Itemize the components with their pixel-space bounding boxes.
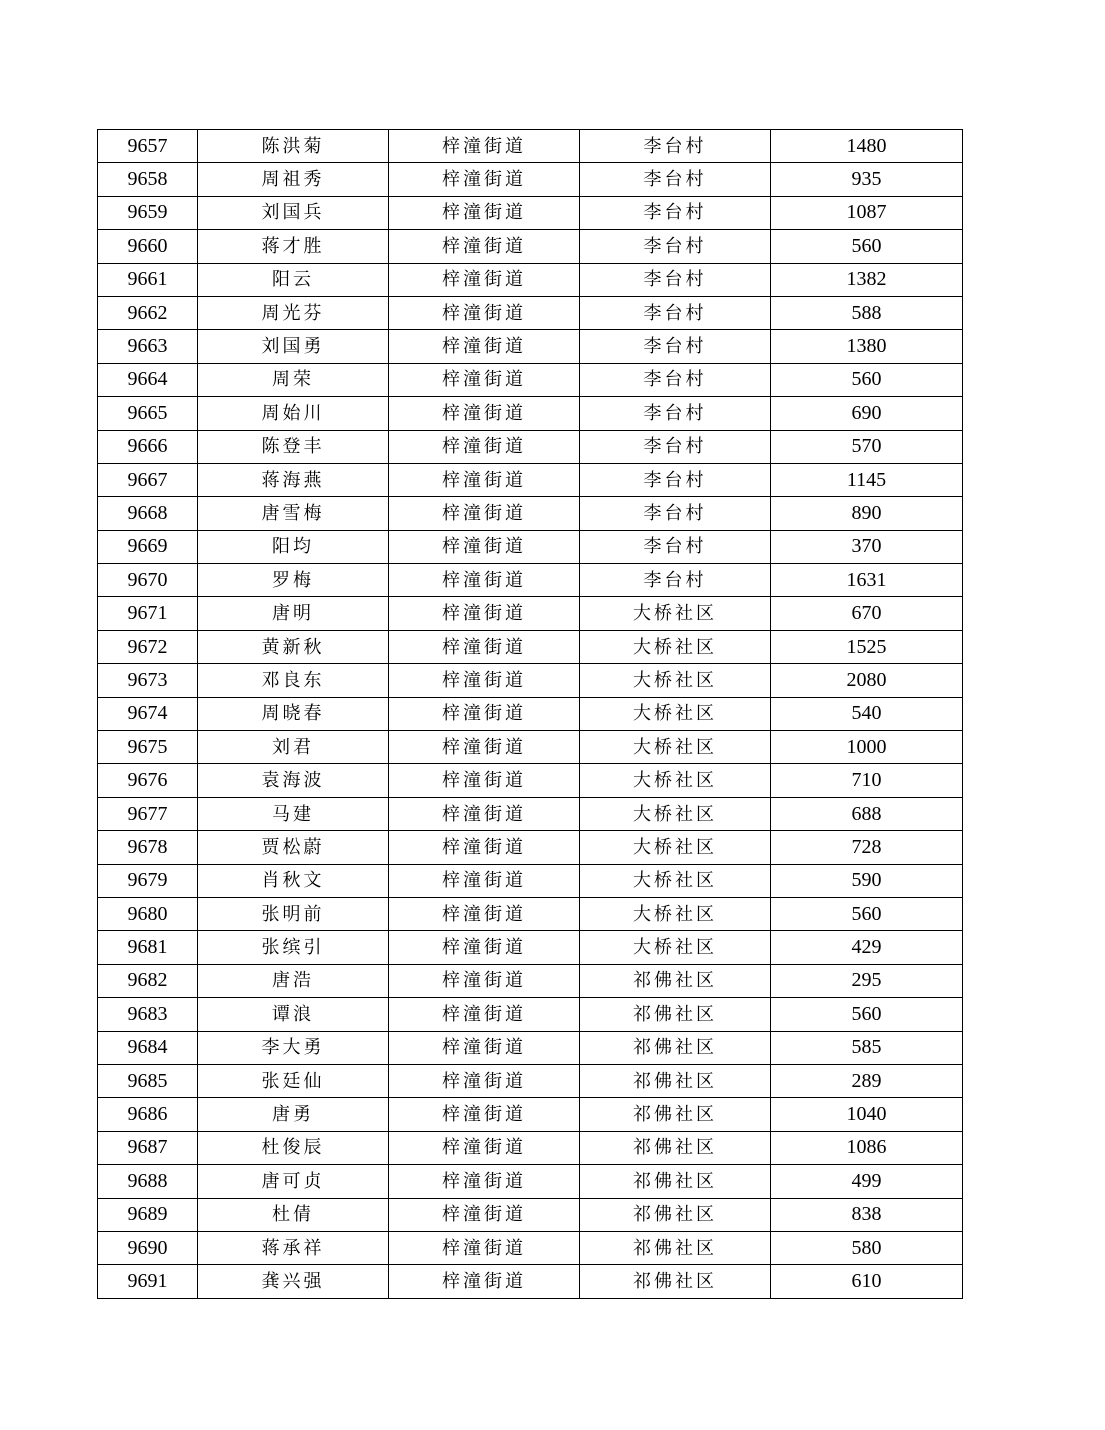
street-cell: 梓潼街道	[389, 530, 580, 563]
street-cell: 梓潼街道	[389, 397, 580, 430]
table-row	[98, 430, 963, 463]
community-cell: 大桥社区	[580, 797, 771, 830]
name-cell: 唐明	[198, 597, 389, 630]
street-cell: 梓潼街道	[389, 1064, 580, 1097]
amount-cell: 1380	[771, 330, 963, 363]
amount-cell: 670	[771, 597, 963, 630]
serial-number-cell: 9659	[98, 196, 198, 229]
serial-number-cell: 9660	[98, 230, 198, 263]
amount-cell: 499	[771, 1165, 963, 1198]
street-cell: 梓潼街道	[389, 1165, 580, 1198]
serial-number-cell: 9681	[98, 931, 198, 964]
table-row	[98, 1165, 963, 1198]
serial-number-cell: 9669	[98, 530, 198, 563]
community-cell: 李台村	[580, 564, 771, 597]
street-cell: 梓潼街道	[389, 1131, 580, 1164]
community-cell: 大桥社区	[580, 931, 771, 964]
table-row	[98, 597, 963, 630]
table-row	[98, 931, 963, 964]
street-cell: 梓潼街道	[389, 363, 580, 396]
amount-cell: 370	[771, 530, 963, 563]
amount-cell: 728	[771, 831, 963, 864]
street-cell: 梓潼街道	[389, 163, 580, 196]
table-row	[98, 130, 963, 163]
street-cell: 梓潼街道	[389, 797, 580, 830]
serial-number-cell: 9678	[98, 831, 198, 864]
community-cell: 大桥社区	[580, 864, 771, 897]
amount-cell: 580	[771, 1231, 963, 1264]
street-cell: 梓潼街道	[389, 630, 580, 663]
amount-cell: 1631	[771, 564, 963, 597]
serial-number-cell: 9679	[98, 864, 198, 897]
amount-cell: 429	[771, 931, 963, 964]
community-cell: 李台村	[580, 263, 771, 296]
street-cell: 梓潼街道	[389, 931, 580, 964]
table-row	[98, 1131, 963, 1164]
street-cell: 梓潼街道	[389, 597, 580, 630]
amount-cell: 1000	[771, 731, 963, 764]
amount-cell: 690	[771, 397, 963, 430]
street-cell: 梓潼街道	[389, 330, 580, 363]
community-cell: 大桥社区	[580, 697, 771, 730]
street-cell: 梓潼街道	[389, 897, 580, 930]
serial-number-cell: 9664	[98, 363, 198, 396]
name-cell: 刘国勇	[198, 330, 389, 363]
street-cell: 梓潼街道	[389, 430, 580, 463]
name-cell: 阳云	[198, 263, 389, 296]
amount-cell: 688	[771, 797, 963, 830]
street-cell: 梓潼街道	[389, 964, 580, 997]
serial-number-cell: 9670	[98, 564, 198, 597]
amount-cell: 838	[771, 1198, 963, 1231]
serial-number-cell: 9691	[98, 1265, 198, 1298]
name-cell: 马建	[198, 797, 389, 830]
name-cell: 唐雪梅	[198, 497, 389, 530]
name-cell: 蒋承祥	[198, 1231, 389, 1264]
serial-number-cell: 9673	[98, 664, 198, 697]
name-cell: 贾松蔚	[198, 831, 389, 864]
community-cell: 祁佛社区	[580, 1265, 771, 1298]
community-cell: 祁佛社区	[580, 1165, 771, 1198]
community-cell: 大桥社区	[580, 664, 771, 697]
table-row	[98, 764, 963, 797]
community-cell: 李台村	[580, 363, 771, 396]
records-table	[97, 129, 963, 1299]
table-row	[98, 630, 963, 663]
name-cell: 杜倩	[198, 1198, 389, 1231]
table-row	[98, 163, 963, 196]
serial-number-cell: 9667	[98, 463, 198, 496]
community-cell: 祁佛社区	[580, 1031, 771, 1064]
street-cell: 梓潼街道	[389, 463, 580, 496]
name-cell: 黄新秋	[198, 630, 389, 663]
community-cell: 大桥社区	[580, 630, 771, 663]
street-cell: 梓潼街道	[389, 1098, 580, 1131]
table-row	[98, 497, 963, 530]
serial-number-cell: 9685	[98, 1064, 198, 1097]
community-cell: 李台村	[580, 130, 771, 163]
table-row	[98, 797, 963, 830]
table-row	[98, 1098, 963, 1131]
community-cell: 李台村	[580, 463, 771, 496]
community-cell: 祁佛社区	[580, 1098, 771, 1131]
serial-number-cell: 9657	[98, 130, 198, 163]
amount-cell: 585	[771, 1031, 963, 1064]
serial-number-cell: 9674	[98, 697, 198, 730]
amount-cell: 1145	[771, 463, 963, 496]
street-cell: 梓潼街道	[389, 764, 580, 797]
table-row	[98, 363, 963, 396]
amount-cell: 560	[771, 998, 963, 1031]
table-row	[98, 397, 963, 430]
street-cell: 梓潼街道	[389, 864, 580, 897]
name-cell: 唐勇	[198, 1098, 389, 1131]
serial-number-cell: 9665	[98, 397, 198, 430]
street-cell: 梓潼街道	[389, 1231, 580, 1264]
serial-number-cell: 9684	[98, 1031, 198, 1064]
community-cell: 祁佛社区	[580, 1198, 771, 1231]
community-cell: 李台村	[580, 196, 771, 229]
table-row	[98, 296, 963, 329]
community-cell: 李台村	[580, 397, 771, 430]
serial-number-cell: 9683	[98, 998, 198, 1031]
community-cell: 李台村	[580, 230, 771, 263]
name-cell: 周光芬	[198, 296, 389, 329]
amount-cell: 1087	[771, 196, 963, 229]
community-cell: 大桥社区	[580, 731, 771, 764]
community-cell: 李台村	[580, 497, 771, 530]
table-row	[98, 1231, 963, 1264]
table-row	[98, 731, 963, 764]
street-cell: 梓潼街道	[389, 230, 580, 263]
table-row	[98, 1064, 963, 1097]
amount-cell: 1086	[771, 1131, 963, 1164]
street-cell: 梓潼街道	[389, 130, 580, 163]
name-cell: 唐可贞	[198, 1165, 389, 1198]
serial-number-cell: 9677	[98, 797, 198, 830]
table-row	[98, 196, 963, 229]
community-cell: 李台村	[580, 430, 771, 463]
name-cell: 杜俊辰	[198, 1131, 389, 1164]
table-row	[98, 897, 963, 930]
community-cell: 李台村	[580, 296, 771, 329]
table-row	[98, 864, 963, 897]
serial-number-cell: 9689	[98, 1198, 198, 1231]
amount-cell: 560	[771, 230, 963, 263]
street-cell: 梓潼街道	[389, 1031, 580, 1064]
serial-number-cell: 9688	[98, 1165, 198, 1198]
serial-number-cell: 9671	[98, 597, 198, 630]
serial-number-cell: 9658	[98, 163, 198, 196]
name-cell: 蒋海燕	[198, 463, 389, 496]
serial-number-cell: 9675	[98, 731, 198, 764]
community-cell: 祁佛社区	[580, 1064, 771, 1097]
name-cell: 张廷仙	[198, 1064, 389, 1097]
name-cell: 张明前	[198, 897, 389, 930]
serial-number-cell: 9661	[98, 263, 198, 296]
amount-cell: 560	[771, 363, 963, 396]
name-cell: 刘国兵	[198, 196, 389, 229]
amount-cell: 588	[771, 296, 963, 329]
street-cell: 梓潼街道	[389, 296, 580, 329]
table-row	[98, 230, 963, 263]
table-row	[98, 1031, 963, 1064]
name-cell: 张缤引	[198, 931, 389, 964]
amount-cell: 560	[771, 897, 963, 930]
amount-cell: 610	[771, 1265, 963, 1298]
table-row	[98, 530, 963, 563]
name-cell: 周始川	[198, 397, 389, 430]
table-row	[98, 1265, 963, 1298]
street-cell: 梓潼街道	[389, 998, 580, 1031]
street-cell: 梓潼街道	[389, 697, 580, 730]
street-cell: 梓潼街道	[389, 564, 580, 597]
serial-number-cell: 9672	[98, 630, 198, 663]
serial-number-cell: 9663	[98, 330, 198, 363]
table-row	[98, 330, 963, 363]
community-cell: 祁佛社区	[580, 1231, 771, 1264]
serial-number-cell: 9686	[98, 1098, 198, 1131]
name-cell: 唐浩	[198, 964, 389, 997]
name-cell: 袁海波	[198, 764, 389, 797]
table-row	[98, 697, 963, 730]
name-cell: 周晓春	[198, 697, 389, 730]
amount-cell: 1382	[771, 263, 963, 296]
serial-number-cell: 9680	[98, 897, 198, 930]
street-cell: 梓潼街道	[389, 263, 580, 296]
serial-number-cell: 9662	[98, 296, 198, 329]
name-cell: 陈洪菊	[198, 130, 389, 163]
amount-cell: 540	[771, 697, 963, 730]
table-row	[98, 831, 963, 864]
community-cell: 祁佛社区	[580, 1131, 771, 1164]
street-cell: 梓潼街道	[389, 1265, 580, 1298]
name-cell: 邓良东	[198, 664, 389, 697]
community-cell: 大桥社区	[580, 897, 771, 930]
community-cell: 李台村	[580, 530, 771, 563]
name-cell: 蒋才胜	[198, 230, 389, 263]
name-cell: 阳均	[198, 530, 389, 563]
community-cell: 大桥社区	[580, 597, 771, 630]
amount-cell: 570	[771, 430, 963, 463]
table-row	[98, 964, 963, 997]
name-cell: 谭浪	[198, 998, 389, 1031]
table-row	[98, 263, 963, 296]
serial-number-cell: 9690	[98, 1231, 198, 1264]
name-cell: 肖秋文	[198, 864, 389, 897]
serial-number-cell: 9687	[98, 1131, 198, 1164]
table-row	[98, 1198, 963, 1231]
amount-cell: 1525	[771, 630, 963, 663]
street-cell: 梓潼街道	[389, 497, 580, 530]
serial-number-cell: 9668	[98, 497, 198, 530]
community-cell: 祁佛社区	[580, 998, 771, 1031]
community-cell: 祁佛社区	[580, 964, 771, 997]
amount-cell: 289	[771, 1064, 963, 1097]
name-cell: 周荣	[198, 363, 389, 396]
street-cell: 梓潼街道	[389, 831, 580, 864]
amount-cell: 890	[771, 497, 963, 530]
amount-cell: 2080	[771, 664, 963, 697]
street-cell: 梓潼街道	[389, 196, 580, 229]
community-cell: 大桥社区	[580, 764, 771, 797]
name-cell: 陈登丰	[198, 430, 389, 463]
amount-cell: 1480	[771, 130, 963, 163]
name-cell: 周祖秀	[198, 163, 389, 196]
serial-number-cell: 9682	[98, 964, 198, 997]
street-cell: 梓潼街道	[389, 664, 580, 697]
street-cell: 梓潼街道	[389, 731, 580, 764]
name-cell: 龚兴强	[198, 1265, 389, 1298]
community-cell: 大桥社区	[580, 831, 771, 864]
name-cell: 刘君	[198, 731, 389, 764]
records-table-body	[98, 130, 963, 1299]
amount-cell: 590	[771, 864, 963, 897]
table-row	[98, 664, 963, 697]
name-cell: 李大勇	[198, 1031, 389, 1064]
community-cell: 李台村	[580, 163, 771, 196]
name-cell: 罗梅	[198, 564, 389, 597]
serial-number-cell: 9666	[98, 430, 198, 463]
amount-cell: 1040	[771, 1098, 963, 1131]
amount-cell: 710	[771, 764, 963, 797]
table-row	[98, 463, 963, 496]
amount-cell: 295	[771, 964, 963, 997]
amount-cell: 935	[771, 163, 963, 196]
community-cell: 李台村	[580, 330, 771, 363]
serial-number-cell: 9676	[98, 764, 198, 797]
street-cell: 梓潼街道	[389, 1198, 580, 1231]
table-row	[98, 998, 963, 1031]
table-row	[98, 564, 963, 597]
